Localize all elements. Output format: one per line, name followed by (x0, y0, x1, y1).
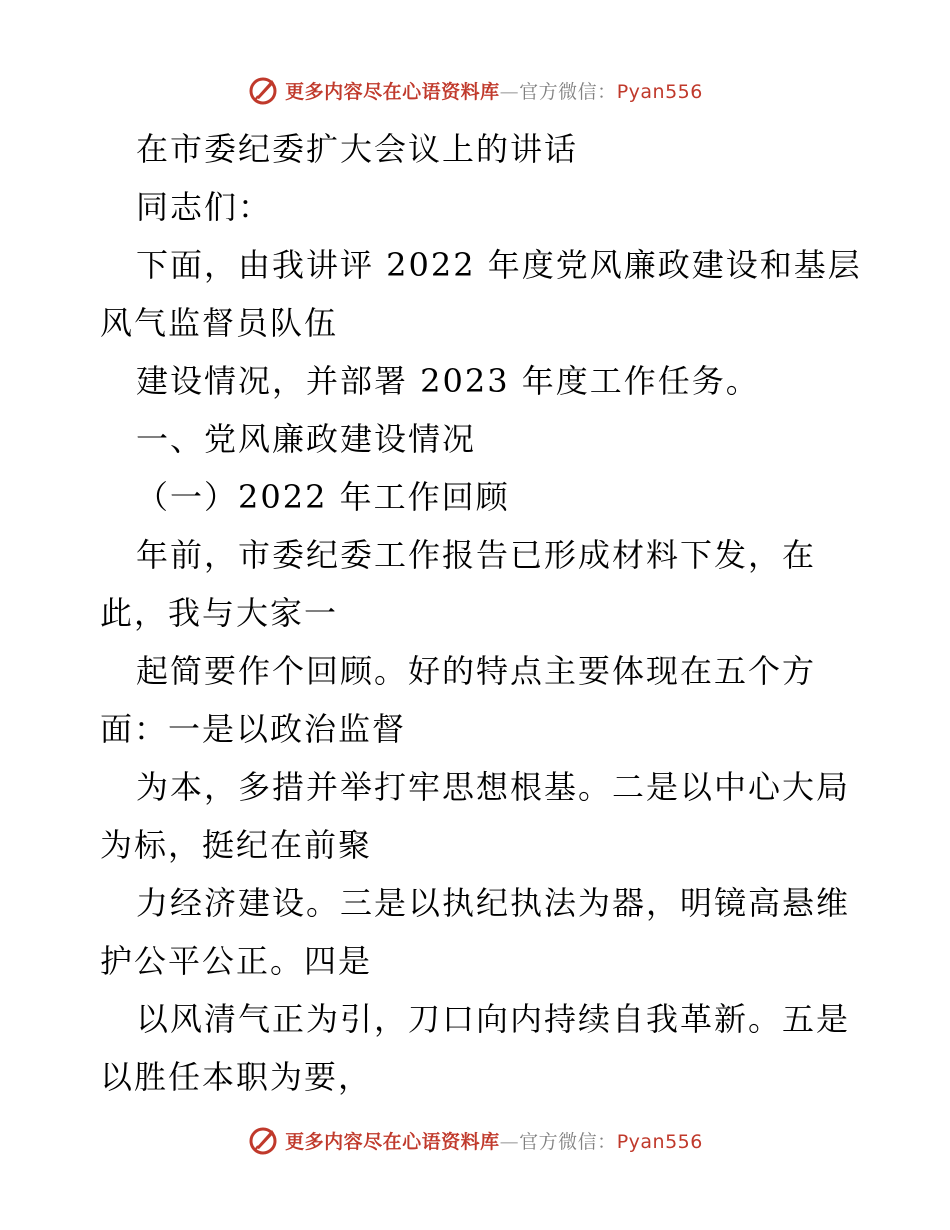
watermark-dash: — (499, 80, 520, 103)
paragraph-line: 此，我与大家一 (100, 594, 339, 632)
paragraph-line: 建设情况，并部署 2023 年度工作任务。 (136, 362, 760, 400)
paragraph-line: 年前，市委纪委工作报告已形成材料下发，在 (136, 536, 817, 574)
watermark-wechat-label: 官方微信： (519, 80, 617, 103)
paragraph-line: 护公平公正。四是 (100, 942, 373, 980)
paragraph-line: 在市委纪委扩大会议上的讲话 (136, 130, 579, 168)
quill-logo-icon (247, 1124, 279, 1156)
paragraph-line: 面：一是以政治监督 (100, 710, 407, 748)
paragraph-line: 风气监督员队伍 (100, 304, 339, 342)
watermark-wechat-id: Pyan556 (616, 1130, 703, 1153)
watermark-text (285, 1127, 703, 1154)
quill-logo-icon (247, 74, 279, 106)
paragraph-line: 为本，多措并举打牢思想根基。二是以中心大局 (136, 768, 851, 806)
paragraph-line: 以胜任本职为要， (100, 1058, 373, 1096)
watermark-dash: — (499, 1130, 520, 1153)
paragraph-line: 下面，由我讲评 2022 年度党风廉政建设和基层 (136, 246, 862, 284)
watermark-wechat-id: Pyan556 (616, 80, 703, 103)
paragraph-line: 以风清气正为引，刀口向内持续自我革新。五是 (136, 1000, 851, 1038)
paragraph-line: 一、党风廉政建设情况 (136, 420, 477, 458)
header-watermark (0, 70, 950, 110)
document-body (100, 120, 860, 1106)
watermark-wechat-label: 官方微信： (519, 1130, 617, 1153)
paragraph-line: （一）2022 年工作回顾 (136, 478, 510, 516)
watermark-text (285, 77, 703, 104)
paragraph-line: 同志们： (136, 188, 273, 226)
paragraph-line: 力经济建设。三是以执纪执法为器，明镜高悬维 (136, 884, 851, 922)
paragraph-line: 为标，挺纪在前聚 (100, 826, 373, 864)
paragraph-line: 起简要作个回顾。好的特点主要体现在五个方 (136, 652, 817, 690)
footer-watermark (0, 1120, 950, 1160)
watermark-site: 更多内容尽在心语资料库 (285, 80, 500, 103)
watermark-site: 更多内容尽在心语资料库 (285, 1130, 500, 1153)
